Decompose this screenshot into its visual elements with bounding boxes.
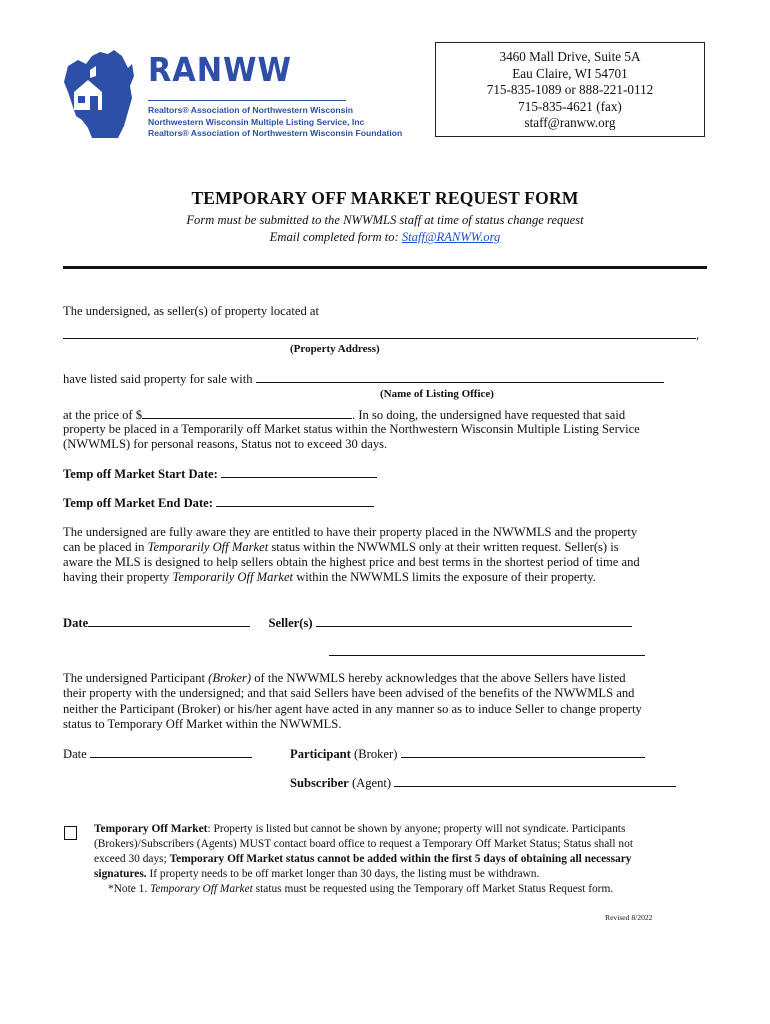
brand-line: Realtors® Association of Northwestern Wisconsin <box>148 105 354 115</box>
note-line: (Brokers)/Subscribers (Agents) MUST contact board office to request a Temporary Off Market Status; Status shall not <box>94 838 633 850</box>
revision-date: Revised 8/2022 <box>605 913 653 922</box>
price-label: at the price of $ <box>63 408 143 422</box>
staff-email-link[interactable]: Staff@RANWW.org <box>401 230 501 244</box>
participant-line: neither the Participant (Broker) or his/her agent have acted in any manner so as to induce Seller to change property <box>63 702 642 716</box>
subscriber-label: Subscriber <box>290 776 349 790</box>
start-date-field[interactable] <box>221 466 377 478</box>
email-line: staff@ranww.org <box>524 115 616 131</box>
aware-line: The undersigned are fully aware they are entitled to have their property placed in the NWWMLS and the property <box>63 525 638 539</box>
fax-line: 715-835-4621 (fax) <box>518 98 622 114</box>
end-date-field[interactable] <box>216 495 374 507</box>
second-seller-row <box>329 644 645 661</box>
seller-intro: The undersigned, as seller(s) of property located at <box>63 304 319 318</box>
temporary-off-market-checkbox[interactable] <box>64 826 77 840</box>
end-date-label: Temp off Market End Date: <box>63 496 213 510</box>
listing-office-field[interactable] <box>256 371 664 383</box>
aware-line: having their property Temporarily Off Market within the NWWMLS limits the exposure of their property. <box>63 570 596 584</box>
price-suffix: . In so doing, the undersigned have requested that said <box>352 408 626 422</box>
subscriber-signature-field[interactable] <box>394 775 676 787</box>
broker-label: (Broker) <box>354 747 398 761</box>
agent-label: (Agent) <box>351 776 392 790</box>
brand-organizations <box>148 105 402 140</box>
second-seller-signature-field[interactable] <box>329 644 645 656</box>
seller-signature-field[interactable] <box>316 615 632 627</box>
note-line: exceed 30 days; Temporary Off Market status cannot be added within the first 5 days of obtaining all necessary <box>94 853 632 865</box>
start-date-row <box>63 466 713 483</box>
participant-label: Participant <box>290 747 351 761</box>
city-line: Eau Claire, WI 54701 <box>512 65 628 81</box>
participant-row <box>290 746 645 763</box>
property-address-row <box>63 327 713 344</box>
form-title: TEMPORARY OFF MARKET REQUEST FORM <box>191 188 579 208</box>
end-date-row <box>63 495 713 512</box>
participant-line: their property with the undersigned; and that said Sellers have been advised of the benefits of the NWWMLS and <box>63 686 635 700</box>
participant-signature-field[interactable] <box>401 746 645 758</box>
aware-line: aware the MLS is designed to help sellers obtain the highest price and best terms in the shortest period of time and <box>63 555 640 569</box>
subtitle-line: Form must be submitted to the NWWMLS staff at time of status change request <box>186 213 584 227</box>
note-line: Temporary Off Market: Property is listed but cannot be shown by anyone; property will not syndicate. Participants <box>94 823 626 835</box>
listed-with-label: have listed said property for sale with <box>63 372 253 386</box>
price-text-line: property be placed in a Temporarily off Market status within the Northwestern Wisconsin Multiple Listing Service <box>63 422 640 436</box>
subscriber-row <box>290 775 676 792</box>
sellers-label: Seller(s) <box>268 616 313 630</box>
seller-signature-row <box>63 615 713 632</box>
form-subtitle <box>0 212 770 246</box>
email-prefix: Email completed form to: <box>269 230 402 244</box>
participant-line: The undersigned Participant (Broker) of the NWWMLS hereby acknowledges that the above Sellers have listed <box>63 671 626 685</box>
contact-box <box>435 42 705 137</box>
participant-date-row <box>63 746 263 763</box>
note-line: signatures. If property needs to be off market longer than 30 days, the listing must be withdrawn. <box>94 868 540 880</box>
date-label: Date <box>63 747 87 761</box>
wisconsin-house-logo-icon <box>62 46 142 146</box>
header-divider <box>63 266 707 269</box>
listing-office-caption: (Name of Listing Office) <box>380 388 494 400</box>
brand-line: Northwestern Wisconsin Multiple Listing Service, Inc <box>148 116 365 127</box>
aware-line: can be placed in Temporarily Off Market status within the NWWMLS only at their written request. Seller(s) is <box>63 540 619 554</box>
comma: , <box>696 328 700 342</box>
participant-date-field[interactable] <box>90 746 252 758</box>
listing-office-row <box>63 371 713 388</box>
address-line: 3460 Mall Drive, Suite 5A <box>499 49 641 64</box>
participant-line: status to Temporary Off Market within the NWWMLS. <box>63 717 342 731</box>
phone-line: 715-835-1089 or 888-221-0112 <box>486 82 654 98</box>
price-text-line: (NWWMLS) for personal reasons, Status not to exceed 30 days. <box>63 437 388 451</box>
date-label: Date <box>63 616 89 630</box>
property-address-field[interactable] <box>63 327 696 339</box>
seller-date-field[interactable] <box>88 615 250 627</box>
brand-name: RANWW <box>148 50 292 89</box>
subtitle-line <box>0 229 770 246</box>
start-date-label: Temp off Market Start Date: <box>63 467 218 481</box>
brand-divider <box>148 100 346 101</box>
footnote: *Note 1. Temporary Off Market status must be requested using the Temporary off Market Status Request form. <box>108 883 614 895</box>
price-field[interactable] <box>142 407 352 419</box>
property-address-caption: (Property Address) <box>290 343 380 355</box>
brand-line: Realtors® Association of Northwestern Wisconsin Foundation <box>148 128 403 139</box>
ranww-logo <box>62 46 403 146</box>
